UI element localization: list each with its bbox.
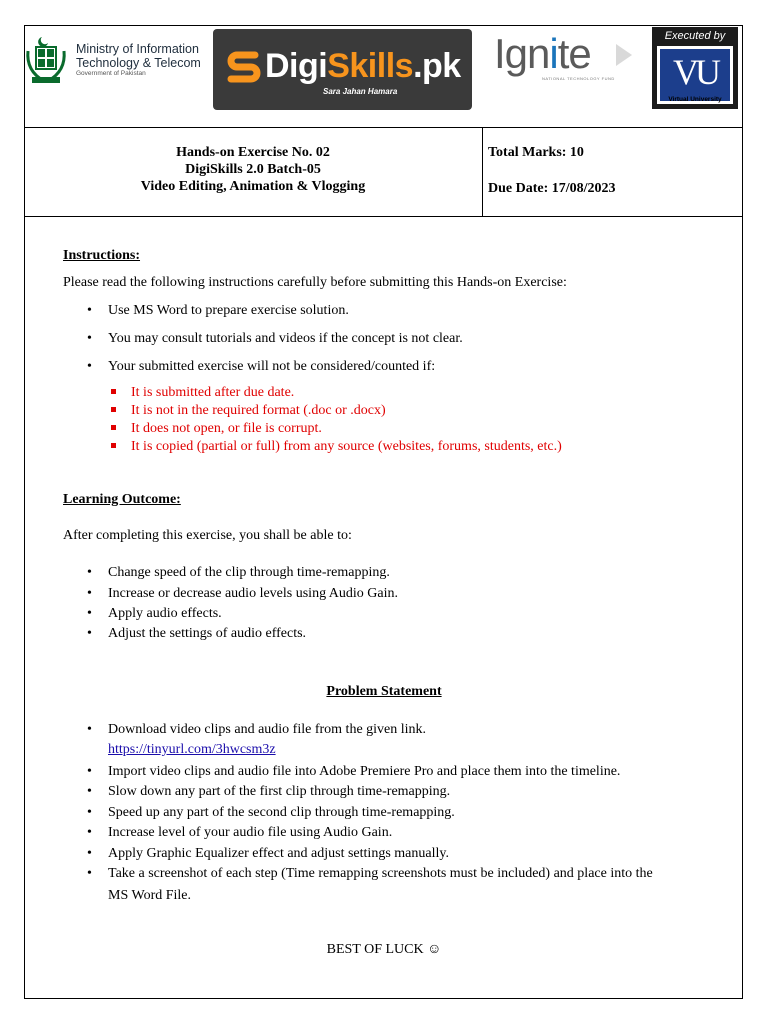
list-item: • Change speed of the clip through time-remapping. (87, 565, 390, 580)
ignite-name-c: te (557, 30, 591, 77)
list-item: • Apply Graphic Equalizer effect and adjust settings manually. (87, 846, 449, 861)
instructions-intro: Please read the following instructions carefully before submitting this Hands-on Exercise: (63, 275, 567, 290)
vu-name: Virtual University (668, 96, 722, 103)
list-item-continuation: MS Word File. (108, 888, 192, 903)
pakistan-emblem-icon (24, 33, 68, 89)
vu-logo-mark: VU (673, 52, 717, 92)
ignite-logo (494, 30, 639, 90)
list-item: • Use MS Word to prepare exercise solution. (87, 303, 349, 318)
batch-name: DigiSkills 2.0 Batch-05 (185, 162, 321, 177)
total-marks: Total Marks: 10 (488, 145, 584, 160)
list-item (108, 741, 276, 758)
learning-intro: After completing this exercise, you shall be able to: (63, 528, 352, 543)
list-item: • Apply audio effects. (87, 606, 222, 621)
course-name: Video Editing, Animation & Vlogging (140, 179, 366, 194)
ministry-line1: Ministry of Information (76, 42, 199, 56)
digiskills-brand-a: Digi (265, 47, 328, 85)
download-link[interactable]: https://tinyurl.com/3hwcsm3z (108, 742, 276, 757)
ignite-name-b: i (549, 30, 558, 77)
list-item: It is copied (partial or full) from any source (websites, forums, students, etc.) (131, 438, 562, 455)
list-item: • Import video clips and audio file into Adobe Premiere Pro and place them into the timeline. (87, 764, 621, 779)
due-date: Due Date: 17/08/2023 (488, 181, 616, 196)
list-item: • Adjust the settings of audio effects. (87, 626, 307, 641)
ignite-name-a: Ign (494, 30, 550, 77)
list-item: It is submitted after due date. (131, 384, 294, 401)
learning-heading: Learning Outcome: (63, 492, 181, 507)
list-item: It does not open, or file is corrupt. (131, 420, 322, 437)
digiskills-tagline: Sara Jahan Hamara (323, 87, 398, 96)
ministry-logo (24, 33, 214, 93)
problem-heading: Problem Statement (326, 684, 442, 699)
header-divider (24, 127, 743, 128)
ministry-line2: Technology & Telecom (76, 56, 201, 70)
info-column-divider (482, 127, 483, 216)
closing-text: BEST OF LUCK ☺ (326, 942, 442, 957)
exercise-info (24, 144, 482, 195)
list-item: • You may consult tutorials and videos if the concept is not clear. (87, 331, 463, 346)
digiskills-logo (213, 29, 472, 110)
list-item: • Slow down any part of the first clip through time-remapping. (87, 784, 451, 799)
list-item: • Increase level of your audio file using Audio Gain. (87, 825, 393, 840)
instructions-heading: Instructions: (63, 248, 141, 263)
list-item: It is not in the required format (.doc or .docx) (131, 402, 386, 419)
exercise-title: Hands-on Exercise No. 02 (176, 145, 330, 160)
ministry-line3: Government of Pakistan (76, 70, 146, 77)
list-item: • Speed up any part of the second clip through time-remapping. (87, 805, 455, 820)
ignite-tagline: NATIONAL TECHNOLOGY FUND (542, 76, 615, 81)
ignite-arrow-icon (614, 42, 634, 68)
digiskills-s-icon (227, 49, 261, 87)
vu-logo (652, 27, 738, 109)
info-divider (24, 216, 743, 217)
list-item: • Download video clips and audio file from the given link. (87, 722, 427, 737)
list-item: • Your submitted exercise will not be considered/counted if: (87, 359, 436, 374)
list-item: • Increase or decrease audio levels using Audio Gain. (87, 586, 399, 601)
list-item: • Take a screenshot of each step (Time remapping screenshots must be included) and place into the (87, 866, 653, 881)
digiskills-brand-b: Skills (327, 47, 414, 85)
vu-executed-by: Executed by (664, 30, 726, 42)
digiskills-brand-c: .pk (413, 47, 461, 85)
